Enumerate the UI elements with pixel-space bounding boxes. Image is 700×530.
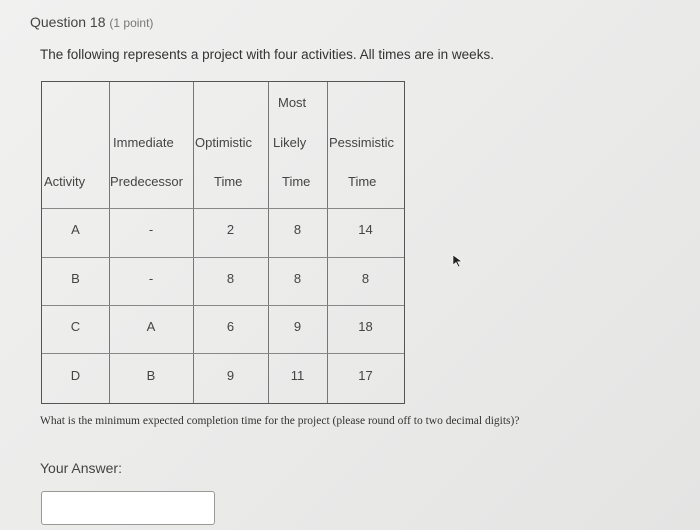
header-pessimistic: Pessimistic bbox=[329, 135, 395, 150]
mouse-pointer-icon bbox=[452, 254, 464, 273]
row-divider bbox=[42, 305, 404, 306]
cell-predecessor: - bbox=[148, 271, 154, 286]
cell-optimistic: 6 bbox=[226, 319, 235, 334]
row-divider bbox=[42, 353, 404, 354]
question-title: Question 18 bbox=[30, 14, 106, 30]
row-divider bbox=[42, 257, 404, 258]
cell-likely: 8 bbox=[293, 222, 302, 237]
header-most: Most bbox=[278, 95, 307, 110]
cell-optimistic: 2 bbox=[226, 222, 235, 237]
col-divider bbox=[109, 82, 110, 403]
header-likely: Likely bbox=[273, 135, 307, 150]
cell-activity: C bbox=[70, 319, 81, 334]
col-divider bbox=[268, 82, 269, 403]
cell-activity: D bbox=[70, 368, 81, 383]
header-time-likely: Time bbox=[282, 174, 311, 189]
cell-optimistic: 9 bbox=[226, 368, 235, 383]
header-immediate: Immediate bbox=[113, 135, 174, 150]
cell-predecessor: - bbox=[148, 222, 154, 237]
cell-pessimistic: 8 bbox=[361, 271, 370, 286]
header-time-optimistic: Time bbox=[214, 174, 243, 189]
cell-optimistic: 8 bbox=[226, 271, 235, 286]
cell-likely: 9 bbox=[293, 319, 302, 334]
answer-input[interactable] bbox=[41, 491, 215, 525]
cell-pessimistic: 17 bbox=[358, 368, 373, 383]
cell-likely: 8 bbox=[293, 271, 302, 286]
cell-likely: 11 bbox=[290, 368, 305, 383]
row-divider bbox=[42, 208, 404, 209]
cell-activity: A bbox=[71, 222, 80, 237]
col-divider bbox=[193, 82, 194, 403]
question-prompt: The following represents a project with four activities. All times are in weeks. bbox=[40, 47, 494, 62]
cell-pessimistic: 18 bbox=[358, 319, 373, 334]
header-activity: Activity bbox=[44, 174, 86, 189]
header-time-pessimistic: Time bbox=[348, 174, 377, 189]
cell-activity: B bbox=[71, 271, 80, 286]
header-optimistic: Optimistic bbox=[195, 135, 253, 150]
cell-predecessor: B bbox=[146, 368, 156, 383]
question-header bbox=[30, 14, 153, 30]
activity-table bbox=[41, 81, 405, 404]
header-predecessor: Predecessor bbox=[110, 174, 183, 189]
col-divider bbox=[327, 82, 328, 403]
question-points: (1 point) bbox=[109, 16, 154, 30]
cell-pessimistic: 14 bbox=[358, 222, 373, 237]
answer-label: Your Answer: bbox=[40, 460, 122, 476]
answer-question: What is the minimum expected completion time for the project (please round off to two decimal digits)? bbox=[40, 415, 520, 427]
cell-predecessor: A bbox=[146, 319, 156, 334]
